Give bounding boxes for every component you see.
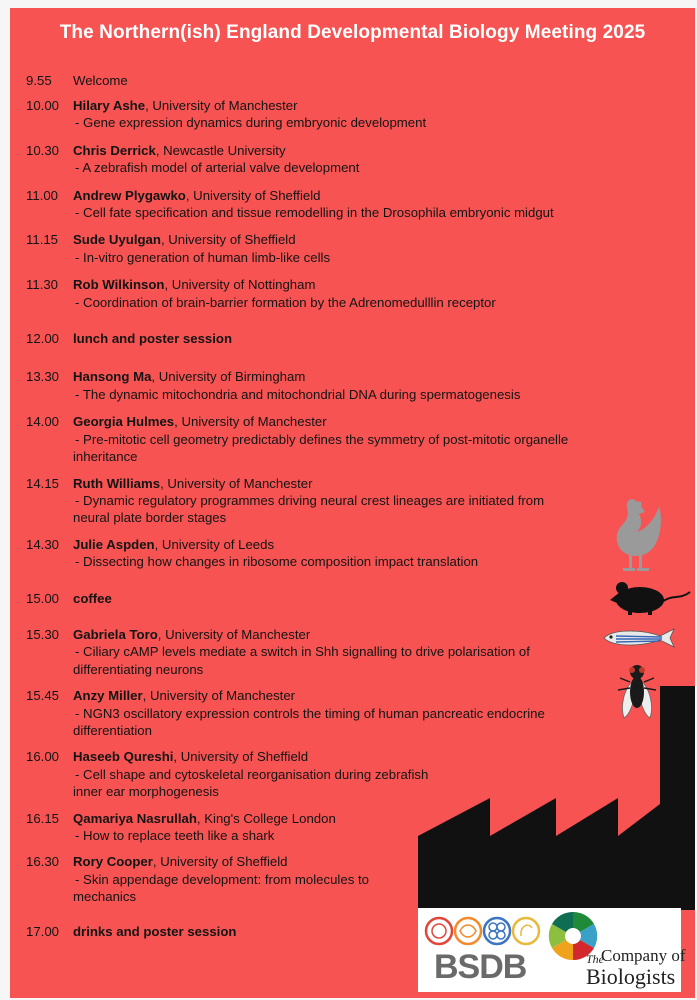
item-time: 14.15: [26, 475, 60, 491]
talk-title: - A zebrafish model of arterial valve development: [75, 160, 360, 176]
schedule-item: [26, 97, 666, 132]
speaker-affiliation: , University of Sheffield: [160, 232, 296, 248]
item-time: 12.00: [26, 331, 60, 347]
schedule-item: [26, 368, 666, 403]
schedule-item: [26, 142, 666, 177]
speaker-name: Andrew Plygawko: [73, 187, 186, 203]
item-time: 15.45: [26, 688, 60, 704]
schedule-item: [26, 187, 666, 222]
talk-title: - NGN3 oscillatory expression controls the timing of human pancreatic endocrine: [75, 705, 545, 721]
talk-title-continued: differentiation: [73, 722, 152, 738]
speaker-name: Gabriela Toro: [73, 626, 158, 642]
speaker-name: Georgia Hulmes: [73, 414, 175, 430]
item-time: 13.30: [26, 369, 60, 385]
talk-title: - Pre-mitotic cell geometry predictably defines the symmetry of post-mitotic organelle: [75, 431, 569, 447]
talk-title: - Dissecting how changes in ribosome composition impact translation: [75, 554, 479, 570]
speaker-name: Sude Uyulgan: [73, 232, 161, 248]
speaker-affiliation: , University of Manchester: [142, 688, 296, 704]
zebrafish-icon: [600, 626, 676, 650]
talk-title-continued: neural plate border stages: [73, 510, 227, 526]
item-time: 14.00: [26, 414, 60, 430]
item-time: 17.00: [26, 923, 60, 939]
speaker-affiliation: , University of Sheffield: [152, 854, 288, 870]
speaker-name: Anzy Miller: [73, 688, 143, 704]
speaker-affiliation: , University of Sheffield: [173, 749, 309, 765]
item-time: 11.00: [26, 187, 59, 203]
speaker-name: Haseeb Qureshi: [73, 749, 174, 765]
schedule-item: [26, 413, 666, 465]
speaker-affiliation: , University of Leeds: [154, 536, 275, 552]
schedule-item: [26, 626, 666, 678]
speaker-name: Qamariya Nasrullah: [73, 810, 197, 826]
talk-title: - The dynamic mitochondria and mitochondrial DNA during spermatogenesis: [75, 386, 521, 402]
speaker-name: Julie Aspden: [73, 536, 155, 552]
item-time: 10.30: [26, 142, 60, 158]
mouse-icon: [606, 576, 692, 618]
poster-title: The Northern(ish) England Developmental Biology Meeting 2025: [59, 22, 646, 43]
speaker-name: Ruth Williams: [73, 475, 161, 491]
item-time: 9.55: [26, 73, 52, 88]
talk-title: - In-vitro generation of human limb-like cells: [75, 249, 331, 265]
schedule-item: [26, 231, 666, 266]
schedule-item: [26, 475, 666, 527]
talk-title: - Cell shape and cytoskeletal reorganisation during zebrafish: [75, 766, 429, 782]
talk-title: - Skin appendage development: from molecules to: [75, 871, 369, 887]
speaker-name: Hilary Ashe: [73, 98, 146, 113]
bsdb-logo: [424, 914, 542, 948]
talk-title: - Dynamic regulatory programmes driving neural crest lineages are initiated from: [75, 492, 545, 508]
cob-the: The: [586, 952, 604, 966]
item-time: 16.15: [26, 810, 60, 826]
cob-biologists: Biologists: [586, 964, 676, 989]
speaker-name: Rob Wilkinson: [73, 277, 165, 293]
item-time: 16.30: [26, 854, 60, 870]
chicken-icon: [607, 496, 663, 576]
item-time: 16.00: [26, 749, 60, 765]
break-label: lunch and poster session: [73, 331, 233, 347]
bsdb-wordmark: BSDB: [434, 948, 527, 986]
talk-title: - Cell fate specification and tissue remodelling in the Drosophila embryonic midgut: [75, 205, 554, 221]
speaker-affiliation: , University of Manchester: [157, 626, 311, 642]
talk-title: - Ciliary cAMP levels mediate a switch in Shh signalling to drive polarisation of: [75, 644, 530, 660]
speaker-affiliation: , King's College London: [196, 810, 336, 826]
talk-title: - Coordination of brain-barrier formation by the Adrenomedulllin receptor: [75, 294, 496, 310]
item-time: 10.00: [26, 98, 60, 113]
speaker-affiliation: , University of Manchester: [160, 475, 313, 491]
cob-company: Company of: [601, 946, 686, 965]
schedule-item: [26, 536, 666, 571]
schedule-break: [26, 590, 666, 607]
item-time: 15.00: [26, 590, 60, 606]
speaker-affiliation: , University of Nottingham: [164, 277, 316, 293]
speaker-affiliation: , University of Manchester: [145, 98, 298, 113]
talk-title: - Gene expression dynamics during embryonic development: [75, 115, 427, 131]
speaker-affiliation: , Newcastle University: [155, 142, 286, 158]
item-label: Welcome: [73, 73, 128, 88]
item-time: 14.30: [26, 536, 60, 552]
break-label: coffee: [73, 590, 112, 606]
speaker-affiliation: , University of Birmingham: [151, 369, 306, 385]
talk-title-continued: inheritance: [73, 449, 138, 465]
speaker-name: Rory Cooper: [73, 854, 153, 870]
schedule-item: [26, 276, 666, 311]
poster: [10, 8, 695, 998]
item-time: 15.30: [26, 626, 60, 642]
speaker-affiliation: , University of Sheffield: [185, 187, 321, 203]
talk-title-continued: inner ear morphogenesis: [73, 784, 219, 800]
speaker-name: Chris Derrick: [73, 142, 156, 158]
item-time: 11.30: [26, 277, 59, 293]
item-time: 11.15: [26, 232, 59, 248]
talk-title-continued: differentiating neurons: [73, 661, 204, 677]
speaker-name: Hansong Ma: [73, 369, 152, 385]
schedule-item: [26, 72, 666, 89]
speaker-affiliation: , University of Manchester: [174, 414, 327, 430]
schedule-break: [26, 330, 666, 347]
break-label: drinks and poster session: [73, 923, 237, 939]
sponsor-logos: [418, 908, 686, 992]
talk-title: - How to replace teeth like a shark: [75, 828, 275, 843]
fruit-fly-icon: [616, 658, 658, 722]
talk-title-continued: mechanics: [73, 889, 137, 905]
